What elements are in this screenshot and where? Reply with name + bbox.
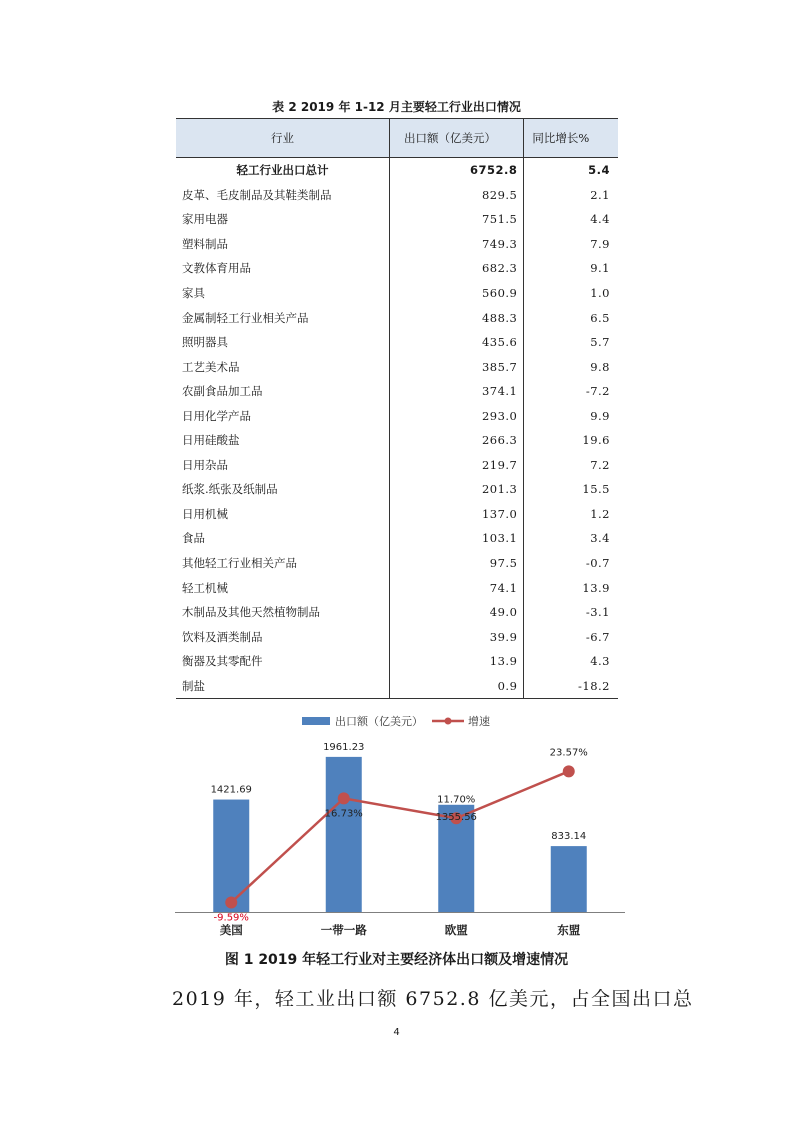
export-chart [170, 708, 630, 943]
table-row [176, 183, 618, 208]
row-industry: 日用化学产品 [182, 408, 251, 423]
row-industry: 纸浆.纸张及纸制品 [182, 482, 278, 497]
legend-line-label: 增速 [468, 715, 490, 728]
row-industry: 家用电器 [182, 212, 228, 227]
category-label: 美国 [219, 923, 243, 937]
row-export-value: 137.0 [389, 502, 523, 527]
row-industry: 轻工机械 [182, 580, 228, 595]
total-value: 6752.8 [389, 158, 523, 183]
row-growth: -7.2 [524, 379, 618, 404]
export-table [176, 118, 618, 699]
growth-value-label: 16.73% [324, 808, 363, 820]
legend-bar-swatch [302, 717, 330, 725]
row-growth: 4.4 [524, 207, 618, 232]
row-export-value: 201.3 [389, 477, 523, 502]
row-industry: 日用机械 [182, 506, 228, 521]
row-industry: 日用杂品 [182, 457, 228, 472]
row-growth: 3.4 [524, 526, 618, 551]
category-label: 一带一路 [320, 923, 367, 937]
row-industry: 日用硅酸盐 [182, 433, 240, 448]
bar [326, 757, 362, 912]
figure-caption: 图 1 2019 年轻工行业对主要经济体出口额及增速情况 [224, 952, 569, 968]
growth-value-label: 23.57% [549, 747, 588, 759]
row-export-value: 49.0 [389, 600, 523, 625]
table-row [176, 330, 618, 355]
total-name: 轻工行业出口总计 [236, 163, 329, 178]
row-industry: 木制品及其他天然植物制品 [182, 605, 320, 620]
table-row [176, 403, 618, 428]
table-row [176, 453, 618, 478]
body-paragraph: 2019 年，轻工业出口额 6752.8 亿美元，占全国出口总 [172, 988, 694, 1010]
row-export-value: 74.1 [389, 575, 523, 600]
table-row [176, 379, 618, 404]
table-total-row [176, 158, 618, 183]
row-industry: 塑料制品 [182, 236, 228, 251]
row-export-value: 435.6 [389, 330, 523, 355]
row-growth: 4.3 [524, 649, 618, 674]
row-growth: 7.9 [524, 232, 618, 257]
bar-value-label: 1421.69 [210, 784, 252, 796]
row-export-value: 39.9 [389, 624, 523, 649]
row-industry: 工艺美术品 [182, 359, 240, 374]
row-growth: 15.5 [524, 477, 618, 502]
row-export-value: 0.9 [389, 673, 523, 698]
row-growth: 6.5 [524, 305, 618, 330]
table-row [176, 624, 618, 649]
row-export-value: 103.1 [389, 526, 523, 551]
table-row [176, 526, 618, 551]
growth-point [338, 792, 350, 804]
row-industry: 其他轻工行业相关产品 [182, 556, 297, 571]
row-export-value: 488.3 [389, 305, 523, 330]
row-industry: 食品 [182, 531, 205, 546]
table-row [176, 207, 618, 232]
row-export-value: 749.3 [389, 232, 523, 257]
row-growth: 19.6 [524, 428, 618, 453]
row-growth: 9.8 [524, 354, 618, 379]
table-row [176, 354, 618, 379]
bar [551, 846, 587, 912]
row-export-value: 266.3 [389, 428, 523, 453]
row-growth: 5.7 [524, 330, 618, 355]
bar [213, 800, 249, 912]
table-row [176, 600, 618, 625]
category-label: 东盟 [557, 923, 581, 937]
table-row [176, 232, 618, 257]
row-growth: -6.7 [524, 624, 618, 649]
row-industry: 农副食品加工品 [182, 384, 263, 399]
table-row [176, 673, 618, 698]
table-title: 表 2 2019 年 1-12 月主要轻工行业出口情况 [272, 100, 521, 114]
row-industry: 照明器具 [182, 335, 228, 350]
row-growth: 9.1 [524, 256, 618, 281]
growth-point [225, 896, 237, 908]
row-export-value: 13.9 [389, 649, 523, 674]
row-industry: 衡器及其零配件 [182, 654, 263, 669]
table-row [176, 428, 618, 453]
row-growth: -0.7 [524, 551, 618, 576]
row-industry: 饮料及酒类制品 [182, 629, 263, 644]
table-row [176, 281, 618, 306]
legend-bar-label: 出口额（亿美元） [335, 715, 423, 728]
row-export-value: 374.1 [389, 379, 523, 404]
row-industry: 制盐 [176, 673, 389, 698]
row-growth: -18.2 [524, 673, 618, 698]
row-growth: 7.2 [524, 453, 618, 478]
table-row [176, 575, 618, 600]
growth-value-label: -9.59% [213, 912, 249, 924]
table-row [176, 649, 618, 674]
bar-value-label: 1961.23 [323, 741, 365, 753]
row-industry: 金属制轻工行业相关产品 [182, 310, 309, 325]
row-export-value: 682.3 [389, 256, 523, 281]
bar-value-label: 1355.56 [435, 811, 477, 823]
row-industry: 皮革、毛皮制品及其鞋类制品 [182, 187, 332, 202]
growth-value-label: 11.70% [437, 794, 476, 806]
row-export-value: 385.7 [389, 354, 523, 379]
total-growth: 5.4 [524, 158, 618, 183]
header-export-value: 出口额（亿美元） [389, 119, 523, 158]
row-industry: 文教体育用品 [182, 261, 251, 276]
table-row [176, 256, 618, 281]
row-industry: 家具 [182, 286, 205, 300]
table-row [176, 551, 618, 576]
row-growth: 2.1 [524, 183, 618, 208]
row-export-value: 751.5 [389, 207, 523, 232]
row-growth: 13.9 [524, 575, 618, 600]
growth-line [231, 771, 569, 902]
table-header-row [176, 119, 618, 158]
row-export-value: 560.9 [389, 281, 523, 306]
growth-point [563, 765, 575, 777]
row-growth: 1.0 [524, 281, 618, 306]
row-growth: 9.9 [524, 403, 618, 428]
table-row [176, 305, 618, 330]
bar-value-label: 833.14 [551, 831, 587, 843]
row-export-value: 219.7 [389, 453, 523, 478]
row-export-value: 97.5 [389, 551, 523, 576]
header-industry: 行业 [176, 119, 389, 158]
page-number: 4 [393, 1027, 400, 1038]
row-growth: -3.1 [524, 600, 618, 625]
legend-line-marker [445, 718, 452, 725]
header-growth: 同比增长% [524, 119, 618, 158]
row-export-value: 293.0 [389, 403, 523, 428]
table-row [176, 477, 618, 502]
row-export-value: 829.5 [389, 183, 523, 208]
row-growth: 1.2 [524, 502, 618, 527]
table-row [176, 502, 618, 527]
category-label: 欧盟 [444, 923, 468, 937]
